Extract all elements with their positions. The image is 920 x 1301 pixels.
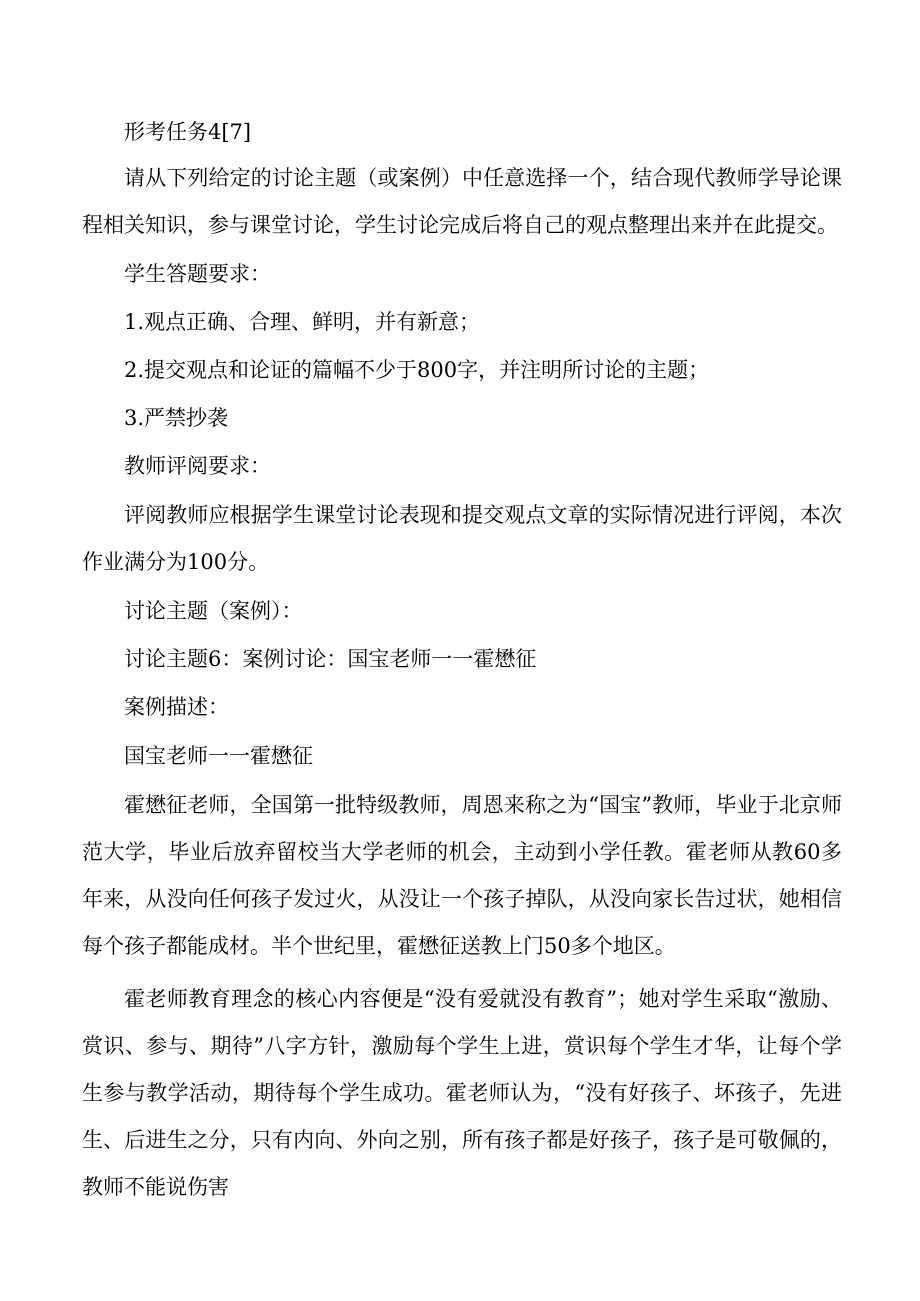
case-title: 国宝老师一一霍懋征: [124, 744, 313, 768]
requirement-item: 2.提交观点和论证的篇幅不少于800字，并注明所讨论的主题；: [124, 358, 710, 382]
requirement-item: 1.观点正确、合理、鲜明，并有新意；: [124, 310, 481, 334]
teacher-review-heading: 教师评阅要求：: [124, 454, 271, 478]
document-title: 形考任务4[7]: [124, 120, 252, 144]
intro-paragraph: 请从下列给定的讨论主题（或案例）中任意选择一个，结合现代教师学导论课程相关知识，参与课堂讨论，学生讨论完成后将自己的观点整理出来并在此提交。: [82, 166, 842, 237]
topic-heading: 讨论主题（案例）：: [124, 599, 303, 623]
teacher-review-paragraph: 评阅教师应根据学生课堂讨论表现和提交观点文章的实际情况进行评阅，本次作业满分为100分。: [82, 503, 842, 574]
case-paragraph-2: 霍老师教育理念的核心内容便是“没有爱就没有教育”；她对学生采取“激励、赏识、参与、期待”八字方针，激励每个学生上进，赏识每个学生才华，让每个学生参与教学活动，期待每个学生成功。霍老师认为，“没有好孩子、坏孩子，先进生、后进生之分，只有内向、外向之别，所有孩子都是好孩子，孩子是可敬佩的，教师不能说伤害: [82, 987, 842, 1199]
case-description-heading: 案例描述：: [124, 695, 229, 719]
topic-line: 讨论主题6：案例讨论：国宝老师一一霍懋征: [124, 647, 537, 671]
requirement-item: 3.严禁抄袭: [124, 406, 229, 430]
case-paragraph-1: 霍懋征老师，全国第一批特级教师，周恩来称之为“国宝”教师，毕业于北京师范大学，毕业后放弃留校当大学老师的机会，主动到小学任教。霍老师从教60多年来，从没向任何孩子发过火，从没让一个孩子掉队，从没向家长告过状，她相信每个孩子都能成材。半个世纪里，霍懋征送教上门50多个地区。: [82, 793, 842, 958]
student-requirements-heading: 学生答题要求：: [124, 262, 271, 286]
